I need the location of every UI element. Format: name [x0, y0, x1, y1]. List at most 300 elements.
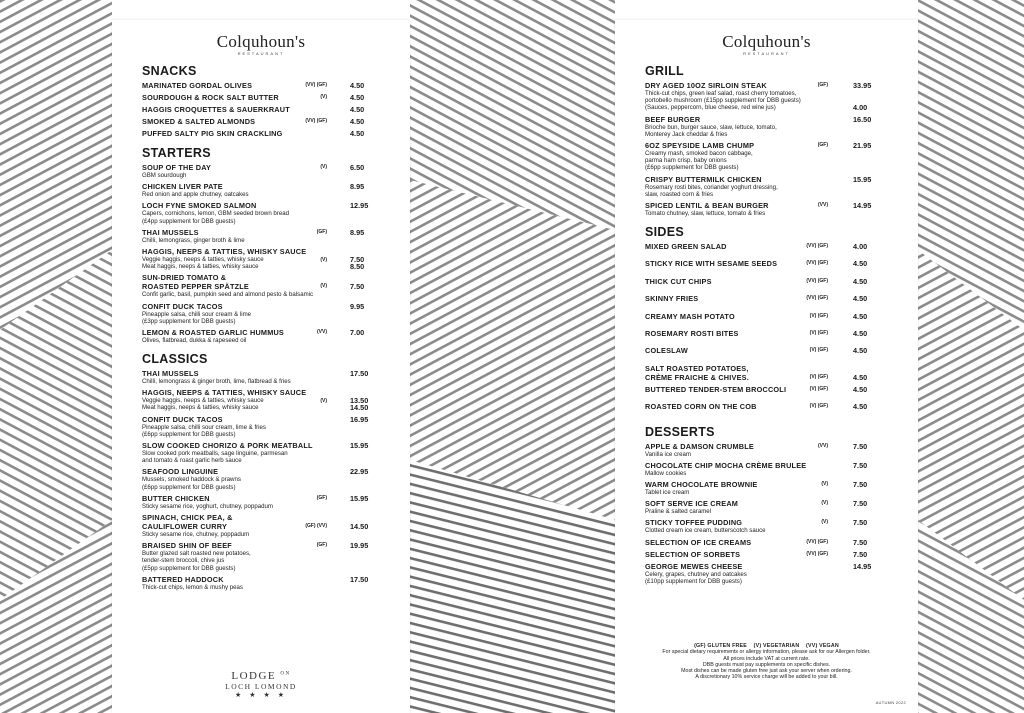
- item-name: SPICED LENTIL & BEAN BURGER: [645, 200, 769, 210]
- description-row: [142, 584, 392, 591]
- dietary-tags: (VV) (GF): [806, 260, 828, 267]
- item-row: [645, 550, 900, 559]
- item-row: [142, 129, 392, 138]
- dietary-tags: (GF): [316, 494, 327, 501]
- item-name: 6OZ SPEYSIDE LAMB CHUMP: [645, 140, 755, 150]
- item-description: (£10pp supplement for DBB guests): [645, 577, 742, 585]
- dietary-tags: (V) (GF): [809, 312, 828, 319]
- item-description: Clotted cream ice cream, butterscotch sauce: [645, 527, 766, 535]
- menu-section: [142, 352, 392, 591]
- item-price: 9.95: [350, 301, 365, 311]
- menu-item: [645, 518, 900, 534]
- item-row: [645, 175, 900, 184]
- item-description: Confit garlic, basil, pumpkin seed and almond pesto & balsamic: [142, 291, 314, 299]
- footer-line: Most dishes can be made gluten free just ask your server when ordering.: [681, 668, 852, 675]
- footer-line: All prices include VAT at current rate.: [723, 655, 810, 662]
- item-row: [645, 461, 900, 470]
- menu-item: [142, 81, 392, 90]
- item-name: THAI MUSSELS: [142, 227, 199, 237]
- item-price: 7.00: [350, 327, 365, 337]
- item-name: STICKY RICE WITH SESAME SEEDS: [645, 259, 778, 269]
- description-row: [645, 164, 900, 171]
- item-price: 4.50: [853, 346, 868, 356]
- item-row: [142, 369, 392, 378]
- item-price: 7.50: [853, 549, 868, 559]
- description-row: [645, 150, 900, 157]
- description-row: [645, 184, 900, 191]
- menu-section: [142, 64, 392, 138]
- item-price: 33.95: [853, 81, 872, 90]
- item-row: [142, 302, 392, 311]
- description-row: [142, 457, 392, 464]
- item-price: 19.95: [350, 541, 369, 551]
- item-price: 4.50: [350, 93, 365, 102]
- description-row: [645, 131, 900, 138]
- item-name: CAULIFLOWER CURRY: [142, 521, 228, 531]
- item-description: Rosemary rosti bites, coriander yoghurt dressing,: [645, 183, 778, 191]
- item-row: [142, 441, 392, 450]
- description-row: [142, 404, 392, 411]
- section-title: DESSERTS: [645, 424, 715, 439]
- item-name: CRISPY BUTTERMILK CHICKEN: [645, 174, 762, 184]
- description-row: [142, 557, 392, 564]
- description-row: [142, 263, 392, 270]
- menu-item: [142, 93, 392, 102]
- item-description: Capers, cornichons, lemon, GBM seeded brown bread: [142, 210, 290, 218]
- dietary-tags: (VV) (GF): [806, 295, 828, 302]
- item-price: 7.50: [853, 441, 868, 451]
- item-price: 4.50: [853, 372, 868, 382]
- section-title: SIDES: [645, 225, 685, 240]
- item-price: 4.50: [853, 276, 868, 286]
- description-row: [142, 210, 392, 217]
- item-price: 4.50: [853, 311, 868, 321]
- item-name: GEORGE MEWES CHEESE: [645, 561, 743, 571]
- item-price: 4.50: [853, 259, 868, 269]
- dietary-legend: (GF) GLUTEN FREE (V) VEGETARIAN (VV) VEGAN: [694, 643, 839, 649]
- item-row: [645, 115, 900, 124]
- item-description: Sticky sesame rice, chutney, poppadum: [142, 530, 250, 538]
- menu-item: [142, 541, 392, 572]
- menu-item: [645, 115, 900, 138]
- item-price: 16.50: [853, 114, 872, 124]
- item-description: Brioche bun, burger sauce, slaw, lettuce, tomato,: [645, 123, 777, 131]
- item-name: SKINNY FRIES: [645, 294, 699, 304]
- item-row: [645, 329, 900, 338]
- item-description: parma ham crisp, baby onions: [645, 157, 727, 165]
- dietary-tags: (VV) (GF): [806, 277, 828, 284]
- item-row: [142, 163, 392, 172]
- item-name: HAGGIS CROQUETTES & SAUERKRAUT: [142, 105, 290, 114]
- footer-line: DBB guests must pay supplements on specific dishes.: [702, 661, 831, 668]
- item-description: Veggie haggis, neeps & tatties, whisky sauce: [142, 397, 264, 405]
- item-price: 7.50: [853, 518, 868, 528]
- dietary-tags: (VV) (GF): [806, 538, 828, 545]
- description-row: [645, 191, 900, 198]
- item-row: [142, 494, 392, 503]
- item-row: [142, 541, 392, 550]
- dietary-tags: (GF): [316, 228, 327, 235]
- item-row: [142, 415, 392, 424]
- item-name: SELECTION OF SORBETS: [645, 549, 741, 559]
- item-name: MIXED GREEN SALAD: [645, 242, 727, 252]
- item-description: and tomato & roast garlic herb sauce: [142, 457, 242, 465]
- dietary-tags: (V): [821, 519, 828, 526]
- item-row: [142, 117, 392, 126]
- item-price: 6.50: [350, 163, 365, 172]
- menu-item: [142, 228, 392, 244]
- dietary-tags: (VV) (GF): [806, 243, 828, 250]
- menu-item: [645, 538, 900, 547]
- item-name: CRÈME FRAICHE & CHIVES.: [645, 372, 749, 382]
- item-description: Thick-cut chips, lemon & mushy peas: [142, 583, 243, 591]
- item-price: 13.50: [350, 396, 369, 406]
- item-row: [645, 385, 900, 394]
- menu-item: [142, 467, 392, 490]
- item-row: [645, 141, 900, 150]
- description-row: [142, 550, 392, 557]
- description-row: [645, 489, 900, 496]
- dietary-tags: (V) (GF): [809, 403, 828, 410]
- restaurant-logo: [615, 32, 918, 56]
- description-row: [142, 191, 392, 198]
- item-description: tender-stem broccoli, chive jus: [142, 557, 225, 565]
- item-name: LOCH FYNE SMOKED SALMON: [142, 201, 257, 211]
- item-row: [142, 81, 392, 90]
- item-row: [645, 480, 900, 489]
- item-price: 16.95: [350, 414, 369, 424]
- item-price: 8.95: [350, 227, 365, 237]
- item-description: portobello mushroom (£15pp supplement for DBB guests): [645, 97, 801, 105]
- description-row: [142, 484, 392, 491]
- item-row: [142, 105, 392, 114]
- item-row: [142, 182, 392, 191]
- item-description: Creamy mash, smoked bacon cabbage,: [645, 149, 753, 157]
- dietary-tags: (GF): [316, 542, 327, 549]
- item-row: [645, 402, 900, 411]
- dietary-tags: (V): [320, 283, 327, 290]
- description-row: [142, 311, 392, 318]
- item-row: [645, 294, 900, 303]
- menu-content: [142, 64, 392, 599]
- menu-item: [645, 550, 900, 559]
- menu-item: [142, 494, 392, 510]
- item-name: THAI MUSSELS: [142, 369, 199, 379]
- item-description: Vanilla ice cream: [645, 450, 691, 458]
- description-row: [142, 337, 392, 344]
- item-price: 7.50: [350, 282, 365, 292]
- menu-item: [645, 329, 900, 343]
- item-price: 7.50: [853, 460, 868, 470]
- item-description: Pineapple salsa, chilli sour cream, lime & fries: [142, 423, 266, 431]
- dietary-tags: (V) (GF): [809, 385, 828, 392]
- item-description: Celery, grapes, chutney and oatcakes: [645, 570, 747, 578]
- dietary-tags: (V): [821, 480, 828, 487]
- dietary-tags: (VV): [818, 442, 828, 449]
- menu-item: [645, 259, 900, 273]
- item-price: 14.50: [350, 403, 369, 413]
- menu-page-left: [112, 20, 410, 713]
- menu-section: [645, 225, 900, 417]
- restaurant-logo: [112, 32, 410, 56]
- menu-item: [142, 105, 392, 114]
- item-description: slaw, roasted corn & fries: [645, 190, 714, 198]
- item-price: 12.95: [350, 201, 369, 211]
- item-description: Thick-cut chips, green leaf salad, roast cherry tomatoes,: [645, 90, 797, 97]
- item-description: Mussels, smoked haddock & prawns: [142, 476, 241, 484]
- item-name: BRAISED SHIN OF BEEF: [142, 541, 232, 551]
- description-row: [142, 172, 392, 179]
- menu-item: [142, 388, 392, 411]
- menu-item: [142, 369, 392, 385]
- item-price: 7.50: [350, 254, 365, 264]
- description-row: [142, 431, 392, 438]
- item-description: GBM sourdough: [142, 172, 187, 179]
- item-description: Slow cooked pork meatballs, sage linguine, parmesan: [142, 450, 288, 457]
- dietary-tags: (VV) (GF): [806, 550, 828, 557]
- item-name: SMOKED & SALTED ALMONDS: [142, 117, 256, 126]
- star-rating: ★ ★ ★ ★: [235, 692, 287, 699]
- description-row: [645, 124, 900, 131]
- item-name: HAGGIS, NEEPS & TATTIES, WHISKY SAUCE: [142, 246, 307, 256]
- item-price: 14.50: [350, 521, 369, 531]
- item-price: 14.95: [853, 200, 872, 210]
- season-label: AUTUMN 2022: [875, 700, 906, 705]
- item-description: (£6pp supplement for DBB guests): [645, 164, 739, 172]
- description-row: [142, 531, 392, 538]
- item-name: STICKY TOFFEE PUDDING: [645, 518, 743, 528]
- menu-item: [142, 415, 392, 438]
- item-description: (£3pp supplement for DBB guests): [142, 317, 236, 325]
- item-row: [142, 522, 392, 531]
- menu-item: [645, 385, 900, 399]
- item-price: 7.50: [853, 479, 868, 489]
- description-row: [645, 210, 900, 217]
- logo-name: Colquhoun's: [722, 32, 811, 51]
- dietary-tags: (V) (GF): [809, 373, 828, 380]
- lodge-on: ON: [280, 671, 291, 677]
- item-description: Butter glazed salt roasted new potatoes,: [142, 550, 251, 558]
- description-row: [645, 527, 900, 534]
- menu-item: [645, 81, 900, 112]
- dietary-tags: (V): [320, 94, 327, 100]
- item-name: BUTTERED TENDER-STEM BROCCOLI: [645, 384, 787, 394]
- item-description: (£5pp supplement for DBB guests): [142, 564, 236, 572]
- item-name: ROSEMARY ROSTI BITES: [645, 329, 739, 339]
- item-name: DRY AGED 10OZ SIRLOIN STEAK: [645, 81, 767, 90]
- menu-item: [645, 402, 900, 416]
- item-name: BEEF BURGER: [645, 114, 701, 124]
- menu-page-right: [615, 20, 918, 713]
- item-description: (Sauces, peppercorn, blue cheese, red wine jus): [645, 104, 776, 112]
- dietary-tags: (VV) (GF): [305, 118, 327, 124]
- description-row: [645, 451, 900, 458]
- item-row: [645, 346, 900, 355]
- item-price: 21.95: [853, 140, 872, 150]
- dietary-tags: (V) (GF): [809, 330, 828, 337]
- menu-item: [645, 442, 900, 458]
- item-price: 8.50: [350, 262, 365, 272]
- description-row: [142, 318, 392, 325]
- lodge-logo: [112, 670, 410, 699]
- item-row: [142, 228, 392, 237]
- menu-item: [142, 129, 392, 138]
- footer-line: A discretionary 10% service charge will be added to your bill.: [695, 674, 838, 681]
- menu-item: [645, 201, 900, 217]
- item-row: [645, 373, 900, 382]
- item-name: CONFIT DUCK TACOS: [142, 301, 223, 311]
- menu-item: [645, 294, 900, 308]
- item-name: SUN-DRIED TOMATO &: [142, 273, 227, 283]
- item-name: WARM CHOCOLATE BROWNIE: [645, 479, 758, 489]
- item-name: BUTTER CHICKEN: [142, 493, 210, 503]
- menu-item: [142, 163, 392, 179]
- item-name: SALT ROASTED POTATOES,: [645, 363, 749, 373]
- item-row: [645, 364, 900, 373]
- section-title: CLASSICS: [142, 352, 208, 367]
- menu-item: [142, 575, 392, 591]
- description-row: [142, 450, 392, 457]
- item-row: [142, 201, 392, 210]
- dietary-tags: (V): [320, 164, 327, 170]
- menu-item: [142, 182, 392, 198]
- item-row: [645, 259, 900, 268]
- item-row: [142, 282, 392, 291]
- item-row: [645, 442, 900, 451]
- description-row: [645, 508, 900, 515]
- item-price: 4.00: [853, 242, 868, 252]
- item-row: [645, 499, 900, 508]
- description-row: [645, 578, 900, 585]
- item-row: [645, 538, 900, 547]
- menu-content: [645, 64, 900, 593]
- menu-section: [645, 64, 900, 217]
- menu-item: [142, 273, 392, 298]
- item-description: (£6pp supplement for DBB guests): [142, 430, 236, 438]
- item-name: SOURDOUGH & ROCK SALT BUTTER: [142, 93, 279, 102]
- item-name: PUFFED SALTY PIG SKIN CRACKLING: [142, 129, 283, 138]
- section-title: STARTERS: [142, 146, 211, 160]
- item-price: 4.50: [853, 384, 868, 394]
- item-description: Sticky sesame rice, yoghurt, chutney, poppadum: [142, 502, 273, 510]
- item-price: 4.50: [853, 329, 868, 339]
- item-price: 7.50: [853, 537, 868, 547]
- menu-item: [142, 302, 392, 325]
- item-description: Veggie haggis, neeps & tatties, whisky sauce: [142, 255, 264, 263]
- item-name: BATTERED HADDOCK: [142, 574, 224, 584]
- item-description: Tomato chutney, slaw, lettuce, tomato & fries: [645, 209, 766, 217]
- item-name: SELECTION OF ICE CREAMS: [645, 537, 752, 547]
- menu-section: [142, 146, 392, 344]
- item-name: SOFT SERVE ICE CREAM: [645, 499, 739, 509]
- dietary-tags: (VV) (GF): [305, 82, 327, 88]
- item-name: SEAFOOD LINGUINE: [142, 467, 219, 477]
- menu-item: [645, 312, 900, 326]
- item-name: APPLE & DAMSON CRUMBLE: [645, 441, 754, 451]
- description-row: [645, 104, 900, 111]
- item-description: Mallow cookies: [645, 469, 687, 477]
- item-description: Pineapple salsa, chilli sour cream & lime: [142, 310, 252, 318]
- item-name: SOUP OF THE DAY: [142, 163, 212, 172]
- dietary-tags: (VV): [317, 328, 327, 335]
- footer-line: For special dietary requirements or allergy information, please ask for our Allergen folder.: [662, 649, 871, 656]
- item-row: [142, 467, 392, 476]
- description-row: [142, 291, 392, 298]
- description-row: [645, 90, 900, 97]
- description-row: [142, 424, 392, 431]
- item-price: 4.00: [853, 103, 868, 113]
- item-description: Meat haggis, neeps & tatties, whisky sauce: [142, 263, 259, 271]
- item-name: LEMON & ROASTED GARLIC HUMMUS: [142, 327, 285, 337]
- item-description: (£6pp supplement for DBB guests): [142, 483, 236, 491]
- item-price: 14.95: [853, 561, 872, 571]
- dietary-tags: (GF): [817, 82, 828, 88]
- section-title: SNACKS: [142, 64, 197, 78]
- dietary-tags: (V): [320, 256, 327, 263]
- item-description: Praline & salted caramel: [645, 508, 712, 516]
- description-row: [645, 470, 900, 477]
- item-name: THICK CUT CHIPS: [645, 276, 712, 286]
- item-price: 22.95: [350, 467, 369, 477]
- dietary-tags: (GF): [817, 141, 828, 148]
- item-price: 4.50: [350, 105, 365, 114]
- item-row: [645, 81, 900, 90]
- item-price: 17.50: [350, 369, 369, 379]
- menu-item: [142, 201, 392, 224]
- item-row: [645, 518, 900, 527]
- item-row: [142, 575, 392, 584]
- item-row: [645, 312, 900, 321]
- item-description: Chilli, lemongrass & ginger broth, lime, flatbread & fries: [142, 378, 291, 386]
- menu-section: [645, 425, 900, 585]
- menu-item: [142, 513, 392, 538]
- item-name: ROASTED PEPPER SPÄTZLE: [142, 282, 249, 292]
- item-description: Meat haggis, neeps & tatties, whisky sauce: [142, 404, 259, 412]
- item-price: 4.50: [350, 81, 365, 90]
- dietary-tags: (GF) (VV): [305, 522, 327, 529]
- item-description: Tablet ice cream: [645, 488, 690, 496]
- dietary-tags: (V) (GF): [809, 347, 828, 354]
- item-price: 7.50: [853, 499, 868, 509]
- dietary-tags: (VV): [818, 201, 828, 208]
- lodge-place: LOCH LOMOND: [225, 682, 297, 691]
- item-row: [142, 93, 392, 102]
- description-row: [142, 237, 392, 244]
- dietary-tags: (V): [821, 500, 828, 507]
- logo-name: Colquhoun's: [216, 32, 306, 51]
- item-row: [645, 562, 900, 571]
- item-price: 17.50: [350, 574, 369, 584]
- description-row: [142, 218, 392, 225]
- menu-item: [645, 175, 900, 198]
- item-name: CHICKEN LIVER PATE: [142, 182, 223, 192]
- item-description: Monterey Jack cheddar & fries: [645, 130, 728, 138]
- item-name: SLOW COOKED CHORIZO & PORK MEATBALL: [142, 441, 313, 450]
- item-price: 4.50: [853, 402, 868, 412]
- item-name: SPINACH, CHICK PEA, &: [142, 512, 233, 522]
- item-row: [645, 277, 900, 286]
- menu-item: [645, 562, 900, 585]
- menu-item: [142, 441, 392, 464]
- item-price: 4.50: [853, 294, 868, 304]
- item-description: Olives, flatbread, dukka & rapeseed oil: [142, 336, 247, 344]
- description-row: [645, 571, 900, 578]
- menu-item: [645, 364, 900, 382]
- description-row: [645, 157, 900, 164]
- item-description: Red onion and apple chutney, oatcakes: [142, 191, 249, 199]
- item-description: (£4pp supplement for DBB guests): [142, 217, 236, 225]
- item-row: [645, 201, 900, 210]
